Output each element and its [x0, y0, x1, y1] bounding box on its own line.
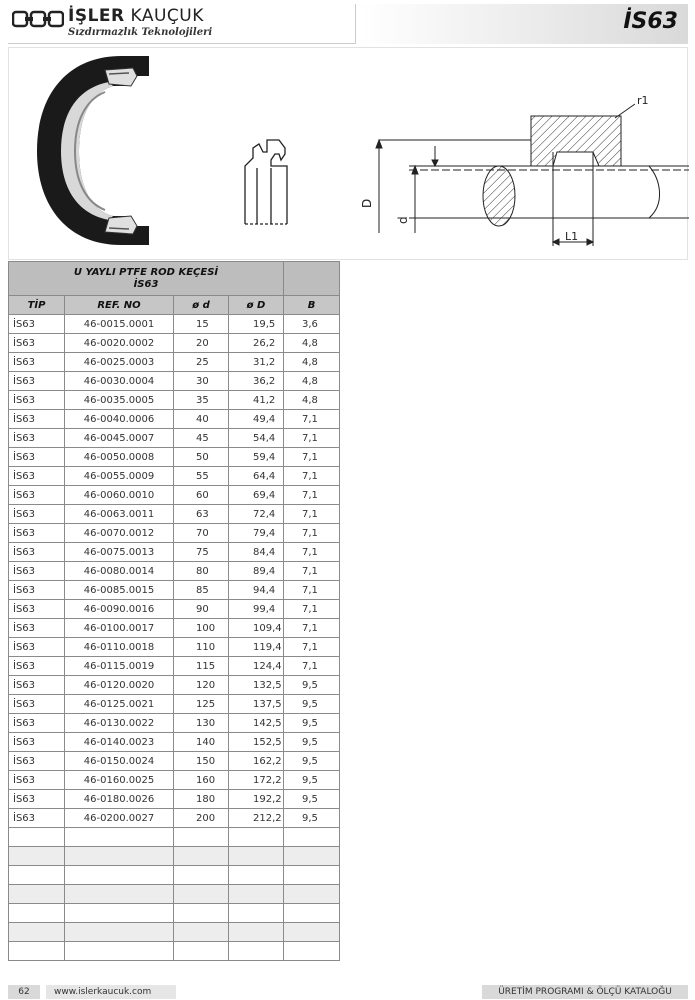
cell-ref-no: 46-0085.0015 [65, 581, 174, 600]
cell-outer-diameter: 69,4 [229, 486, 284, 505]
label-d: d [396, 216, 410, 224]
table-row [9, 600, 340, 619]
table-row [9, 391, 340, 410]
page-number: 62 [8, 985, 40, 999]
cell-inner-diameter: 50 [174, 448, 229, 467]
cell-ref-no: 46-0015.0001 [65, 315, 174, 334]
cell-outer-diameter: 49,4 [229, 410, 284, 429]
cell-outer-diameter: 212,2 [229, 809, 284, 828]
cell-tip: İS63 [9, 467, 65, 486]
cell-inner-diameter: 100 [174, 619, 229, 638]
cell-inner-diameter: 160 [174, 771, 229, 790]
cell-inner-diameter: 70 [174, 524, 229, 543]
cell-outer-diameter: 19,5 [229, 315, 284, 334]
empty-table-row [9, 847, 340, 866]
cell-width: 9,5 [284, 752, 340, 771]
cell-outer-diameter: 142,5 [229, 714, 284, 733]
cell-outer-diameter: 132,5 [229, 676, 284, 695]
cell-ref-no: 46-0035.0005 [65, 391, 174, 410]
cell-outer-diameter: 99,4 [229, 600, 284, 619]
empty-cell [229, 847, 284, 866]
table-row [9, 372, 340, 391]
table-row [9, 334, 340, 353]
cell-inner-diameter: 20 [174, 334, 229, 353]
cell-inner-diameter: 40 [174, 410, 229, 429]
cell-tip: İS63 [9, 315, 65, 334]
empty-cell [229, 828, 284, 847]
table-row [9, 771, 340, 790]
table-title-line2: İS63 [133, 278, 159, 290]
table-row [9, 410, 340, 429]
cell-ref-no: 46-0075.0013 [65, 543, 174, 562]
empty-cell [174, 942, 229, 961]
empty-cell [174, 923, 229, 942]
empty-cell [284, 828, 340, 847]
table-row [9, 467, 340, 486]
cell-tip: İS63 [9, 733, 65, 752]
cell-width: 4,8 [284, 391, 340, 410]
empty-table-row [9, 885, 340, 904]
cell-inner-diameter: 63 [174, 505, 229, 524]
cell-tip: İS63 [9, 771, 65, 790]
empty-cell [65, 885, 174, 904]
cell-inner-diameter: 200 [174, 809, 229, 828]
cell-ref-no: 46-0150.0024 [65, 752, 174, 771]
cell-tip: İS63 [9, 714, 65, 733]
cell-tip: İS63 [9, 353, 65, 372]
cell-tip: İS63 [9, 790, 65, 809]
table-row [9, 695, 340, 714]
empty-cell [65, 866, 174, 885]
empty-cell [65, 904, 174, 923]
table-row [9, 524, 340, 543]
table-row [9, 353, 340, 372]
page-header [8, 4, 688, 44]
table-row [9, 676, 340, 695]
brand-tagline: Sızdırmazlık Teknolojileri [68, 27, 213, 38]
cell-inner-diameter: 60 [174, 486, 229, 505]
cell-width: 7,1 [284, 600, 340, 619]
cell-outer-diameter: 172,2 [229, 771, 284, 790]
cell-outer-diameter: 64,4 [229, 467, 284, 486]
seal-drawing-svg [9, 48, 689, 261]
cell-ref-no: 46-0030.0004 [65, 372, 174, 391]
cell-outer-diameter: 137,5 [229, 695, 284, 714]
cell-ref-no: 46-0100.0017 [65, 619, 174, 638]
company-logo-icon [12, 9, 64, 29]
cell-width: 9,5 [284, 714, 340, 733]
cell-ref-no: 46-0140.0023 [65, 733, 174, 752]
empty-table-row [9, 942, 340, 961]
cell-width: 7,1 [284, 562, 340, 581]
empty-cell [65, 942, 174, 961]
cell-width: 9,5 [284, 771, 340, 790]
empty-cell [229, 942, 284, 961]
cell-width: 4,8 [284, 372, 340, 391]
empty-cell [174, 847, 229, 866]
cell-inner-diameter: 180 [174, 790, 229, 809]
page-footer [8, 985, 688, 999]
cell-width: 3,6 [284, 315, 340, 334]
cell-ref-no: 46-0055.0009 [65, 467, 174, 486]
empty-cell [284, 942, 340, 961]
empty-cell [9, 885, 65, 904]
cell-width: 7,1 [284, 638, 340, 657]
cell-inner-diameter: 85 [174, 581, 229, 600]
technical-drawing [8, 47, 688, 260]
cell-width: 9,5 [284, 790, 340, 809]
cell-ref-no: 46-0070.0012 [65, 524, 174, 543]
cell-ref-no: 46-0125.0021 [65, 695, 174, 714]
cell-outer-diameter: 59,4 [229, 448, 284, 467]
title-band [360, 4, 688, 44]
cell-tip: İS63 [9, 676, 65, 695]
column-header: ø D [229, 296, 284, 315]
cell-ref-no: 46-0050.0008 [65, 448, 174, 467]
logo-area [8, 4, 356, 44]
empty-cell [9, 847, 65, 866]
empty-cell [65, 847, 174, 866]
cell-width: 7,1 [284, 543, 340, 562]
cell-tip: İS63 [9, 505, 65, 524]
cell-outer-diameter: 94,4 [229, 581, 284, 600]
table-row [9, 733, 340, 752]
empty-table-row [9, 923, 340, 942]
cell-outer-diameter: 36,2 [229, 372, 284, 391]
cell-width: 9,5 [284, 809, 340, 828]
label-L1: L1 [565, 230, 579, 243]
empty-cell [229, 866, 284, 885]
cell-inner-diameter: 90 [174, 600, 229, 619]
empty-cell [284, 866, 340, 885]
cell-ref-no: 46-0115.0019 [65, 657, 174, 676]
cell-ref-no: 46-0025.0003 [65, 353, 174, 372]
column-header: ø d [174, 296, 229, 315]
cell-tip: İS63 [9, 486, 65, 505]
cell-outer-diameter: 162,2 [229, 752, 284, 771]
cell-outer-diameter: 124,4 [229, 657, 284, 676]
cell-inner-diameter: 45 [174, 429, 229, 448]
empty-cell [9, 923, 65, 942]
installation-drawing [376, 104, 689, 246]
cell-width: 4,8 [284, 334, 340, 353]
cell-tip: İS63 [9, 619, 65, 638]
label-D: D [360, 198, 374, 208]
seal-cross-section [245, 140, 287, 224]
product-code-title: İS63 [623, 9, 678, 34]
table-row [9, 790, 340, 809]
cell-tip: İS63 [9, 638, 65, 657]
table-row [9, 619, 340, 638]
cell-outer-diameter: 79,4 [229, 524, 284, 543]
empty-cell [284, 923, 340, 942]
cell-outer-diameter: 192,2 [229, 790, 284, 809]
cell-tip: İS63 [9, 448, 65, 467]
cell-tip: İS63 [9, 809, 65, 828]
cell-width: 7,1 [284, 657, 340, 676]
cell-width: 9,5 [284, 733, 340, 752]
cell-width: 7,1 [284, 581, 340, 600]
empty-cell [174, 866, 229, 885]
cell-tip: İS63 [9, 391, 65, 410]
cell-inner-diameter: 30 [174, 372, 229, 391]
table-row [9, 657, 340, 676]
cell-tip: İS63 [9, 600, 65, 619]
cell-outer-diameter: 54,4 [229, 429, 284, 448]
cell-width: 7,1 [284, 619, 340, 638]
cell-outer-diameter: 119,4 [229, 638, 284, 657]
table-title [9, 262, 284, 296]
label-r1: r1 [637, 94, 649, 107]
cell-inner-diameter: 15 [174, 315, 229, 334]
cell-tip: İS63 [9, 695, 65, 714]
empty-cell [229, 923, 284, 942]
empty-cell [9, 904, 65, 923]
cell-width: 4,8 [284, 353, 340, 372]
table-row [9, 638, 340, 657]
brand-name: İŞLER KAUÇUK [68, 6, 204, 26]
table-row [9, 809, 340, 828]
empty-cell [65, 923, 174, 942]
cell-width: 7,1 [284, 410, 340, 429]
cell-ref-no: 46-0160.0025 [65, 771, 174, 790]
empty-cell [284, 904, 340, 923]
cell-ref-no: 46-0040.0006 [65, 410, 174, 429]
cell-inner-diameter: 35 [174, 391, 229, 410]
empty-cell [174, 828, 229, 847]
empty-cell [284, 885, 340, 904]
table-row [9, 429, 340, 448]
cell-inner-diameter: 125 [174, 695, 229, 714]
cell-inner-diameter: 75 [174, 543, 229, 562]
cell-ref-no: 46-0020.0002 [65, 334, 174, 353]
table-row [9, 562, 340, 581]
cell-tip: İS63 [9, 581, 65, 600]
cell-outer-diameter: 89,4 [229, 562, 284, 581]
cell-width: 7,1 [284, 505, 340, 524]
seal-3d-render [37, 56, 149, 245]
empty-cell [9, 866, 65, 885]
empty-cell [229, 885, 284, 904]
cell-tip: İS63 [9, 524, 65, 543]
cell-tip: İS63 [9, 429, 65, 448]
column-header: REF. NO [65, 296, 174, 315]
cell-ref-no: 46-0080.0014 [65, 562, 174, 581]
cell-ref-no: 46-0130.0022 [65, 714, 174, 733]
cell-outer-diameter: 109,4 [229, 619, 284, 638]
cell-inner-diameter: 25 [174, 353, 229, 372]
empty-cell [9, 828, 65, 847]
cell-inner-diameter: 120 [174, 676, 229, 695]
cell-ref-no: 46-0180.0026 [65, 790, 174, 809]
table-row [9, 315, 340, 334]
empty-cell [174, 904, 229, 923]
table-row [9, 448, 340, 467]
cell-inner-diameter: 150 [174, 752, 229, 771]
empty-table-row [9, 866, 340, 885]
cell-tip: İS63 [9, 562, 65, 581]
cell-tip: İS63 [9, 657, 65, 676]
cell-ref-no: 46-0200.0027 [65, 809, 174, 828]
cell-tip: İS63 [9, 372, 65, 391]
cell-width: 9,5 [284, 676, 340, 695]
cell-inner-diameter: 115 [174, 657, 229, 676]
cell-tip: İS63 [9, 334, 65, 353]
empty-cell [229, 904, 284, 923]
table-title-blank [284, 262, 340, 296]
cell-ref-no: 46-0045.0007 [65, 429, 174, 448]
website-link[interactable]: www.islerkaucuk.com [46, 985, 176, 999]
cell-outer-diameter: 152,5 [229, 733, 284, 752]
cell-inner-diameter: 140 [174, 733, 229, 752]
cell-outer-diameter: 26,2 [229, 334, 284, 353]
cell-tip: İS63 [9, 752, 65, 771]
cell-width: 7,1 [284, 467, 340, 486]
table-row [9, 486, 340, 505]
table-row [9, 505, 340, 524]
table-row [9, 543, 340, 562]
cell-width: 9,5 [284, 695, 340, 714]
column-header: B [284, 296, 340, 315]
cell-inner-diameter: 110 [174, 638, 229, 657]
empty-cell [65, 828, 174, 847]
cell-ref-no: 46-0060.0010 [65, 486, 174, 505]
cell-width: 7,1 [284, 524, 340, 543]
cell-ref-no: 46-0110.0018 [65, 638, 174, 657]
cell-width: 7,1 [284, 486, 340, 505]
empty-cell [174, 885, 229, 904]
empty-cell [284, 847, 340, 866]
cell-outer-diameter: 72,4 [229, 505, 284, 524]
cell-outer-diameter: 41,2 [229, 391, 284, 410]
table-title-line1: U YAYLI PTFE ROD KEÇESİ [73, 266, 219, 278]
empty-table-row [9, 828, 340, 847]
cell-inner-diameter: 55 [174, 467, 229, 486]
cell-ref-no: 46-0090.0016 [65, 600, 174, 619]
cell-tip: İS63 [9, 543, 65, 562]
cell-ref-no: 46-0120.0020 [65, 676, 174, 695]
dimension-table [8, 261, 339, 961]
cell-width: 7,1 [284, 448, 340, 467]
cell-inner-diameter: 130 [174, 714, 229, 733]
cell-outer-diameter: 31,2 [229, 353, 284, 372]
cell-width: 7,1 [284, 429, 340, 448]
table-row [9, 581, 340, 600]
table-row [9, 752, 340, 771]
table-row [9, 714, 340, 733]
column-header: TİP [9, 296, 65, 315]
cell-inner-diameter: 80 [174, 562, 229, 581]
empty-cell [9, 942, 65, 961]
cell-tip: İS63 [9, 410, 65, 429]
cell-outer-diameter: 84,4 [229, 543, 284, 562]
catalog-label: ÜRETİM PROGRAMI & ÖLÇÜ KATALOĞU [482, 985, 688, 999]
empty-table-row [9, 904, 340, 923]
cell-ref-no: 46-0063.0011 [65, 505, 174, 524]
